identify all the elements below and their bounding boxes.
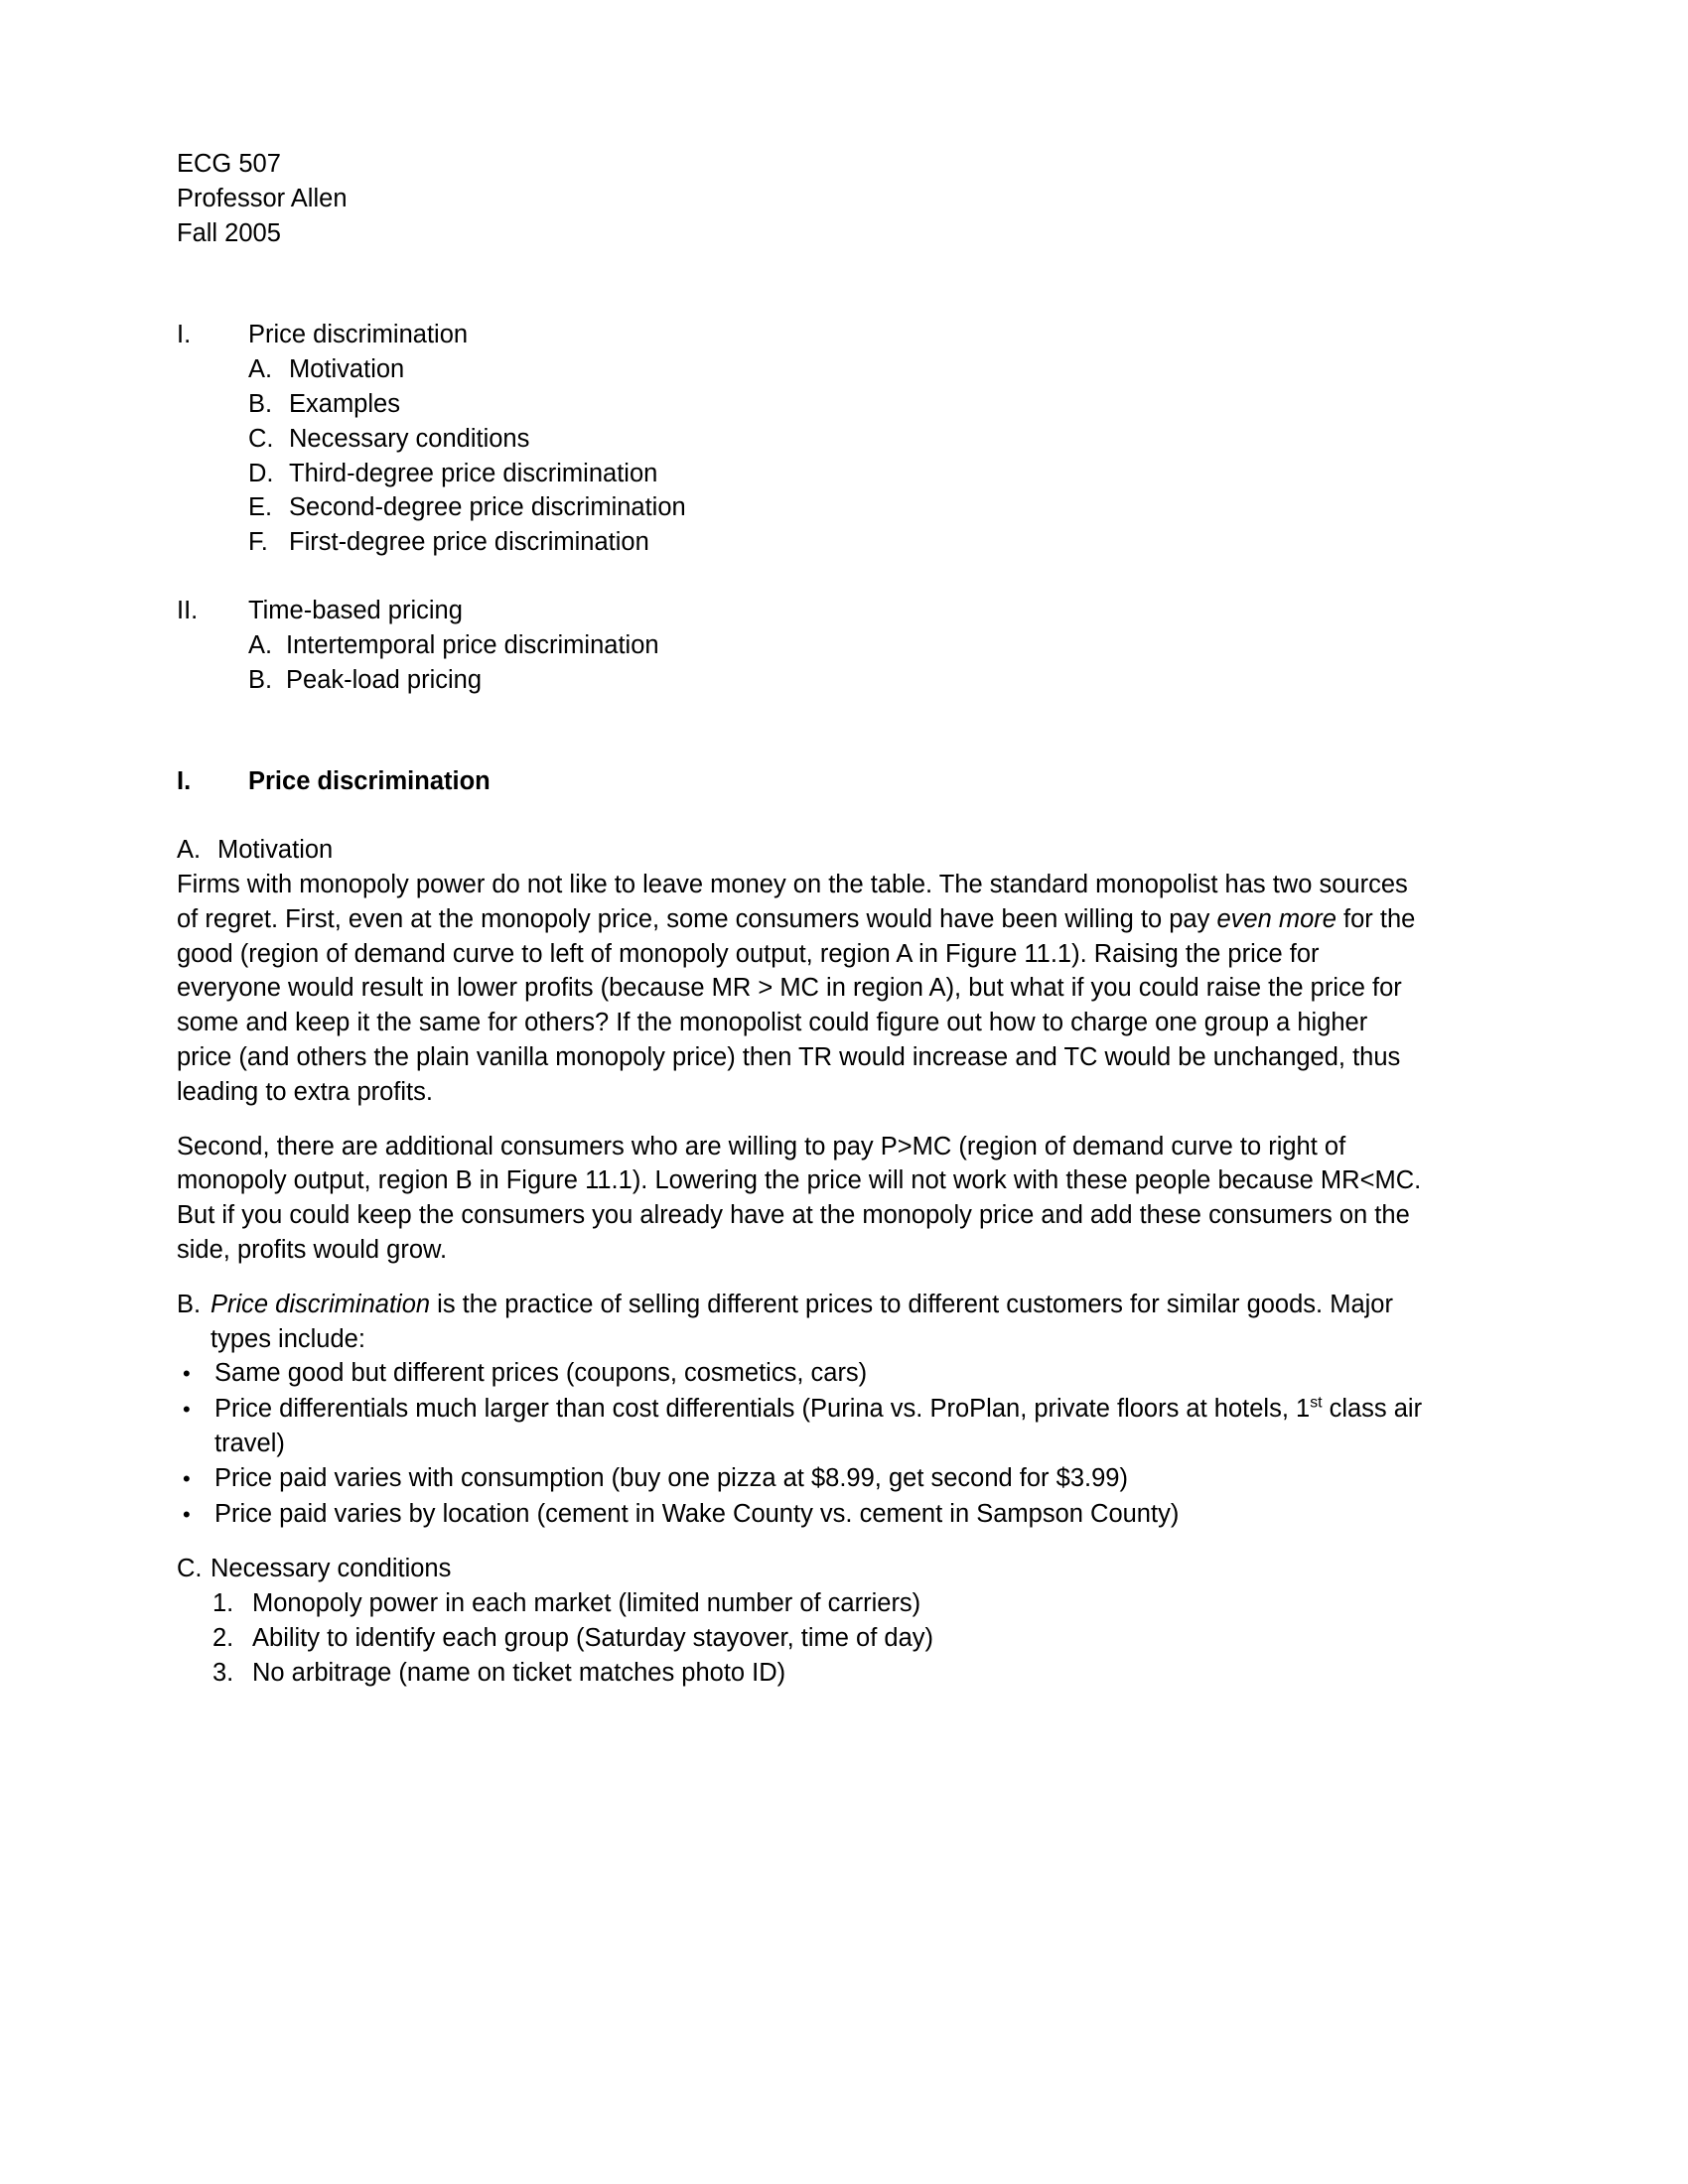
outline-item-i-e (177, 490, 1428, 525)
outline-item-ii-b (177, 663, 1428, 698)
motivation-p1-emphasis: even more (1216, 904, 1336, 933)
subsection-b-text (211, 1288, 1428, 1357)
subsection-a-motivation-heading (177, 833, 1428, 868)
spacer-between-outline-sections (177, 560, 1428, 594)
subsection-b-definition (177, 1288, 1428, 1357)
outline-text-i-d: Third-degree price discrimination (289, 459, 658, 487)
bullet-text-4: Price paid varies by location (cement in Wake County vs. cement in Sampson County) (214, 1499, 1180, 1528)
list-item (177, 1656, 1428, 1691)
motivation-p1-part1: Firms with monopoly power do not like to leave money on the table. The standard monopolist has two sources of regret. First, even at the monopoly price, some consumers would have been willing to pay (177, 870, 1408, 933)
list-item (177, 1497, 1428, 1533)
bullet-text-1: Same good but different prices (coupons, cosmetics, cars) (214, 1359, 868, 1388)
outline-item-i-a (177, 352, 1428, 387)
motivation-paragraph-2: Second, there are additional consumers who are willing to pay P>MC (region of demand curve to right of monopoly output, region B in Figure 11.1). Lowering the price will not work with these people because MR<MC. But if you could keep the consumers you already have at the monopoly price and add these consumers on the side, profits would grow. (177, 1132, 1422, 1264)
bullet-point-icon: • (183, 1465, 191, 1491)
spacer-after-section-heading (177, 799, 1428, 833)
ordinal-superscript: st (1310, 1394, 1323, 1412)
outline-text-i-e: Second-degree price discrimination (289, 493, 686, 522)
list-item (177, 1392, 1428, 1461)
outline-item-i-f (177, 525, 1428, 560)
outline-heading-ii (177, 594, 1428, 628)
outline-letter-i-d: D. (248, 459, 274, 487)
list-item (177, 1621, 1428, 1656)
outline-text-i-f: First-degree price discrimination (289, 528, 649, 557)
list-item (177, 1356, 1428, 1392)
list-number-3: 3. (212, 1658, 234, 1687)
document-body (177, 147, 1428, 1690)
outline-item-i-b (177, 387, 1428, 422)
outline-heading-i (177, 318, 1428, 352)
outline-text-i-b: Examples (289, 389, 400, 418)
document-header (177, 147, 1428, 250)
spacer-before-part-b (177, 1268, 1428, 1288)
bullet-point-icon: • (183, 1397, 191, 1423)
outline-letter-i-f: F. (248, 528, 268, 557)
list-item (177, 1461, 1428, 1497)
bullet-text-3: Price paid varies with consumption (buy one pizza at $8.99, get second for $3.99) (214, 1463, 1128, 1492)
list-number-2: 2. (212, 1623, 234, 1652)
subsection-c-necessary-conditions (177, 1552, 1428, 1586)
bullet-point-icon: • (183, 1501, 191, 1527)
outline-text-ii-a: Intertemporal price discrimination (286, 630, 659, 659)
outline-numeral-ii: II. (177, 596, 199, 624)
motivation-paragraph-1 (177, 868, 1428, 1110)
outline-item-ii-a (177, 628, 1428, 663)
outline-item-i-d (177, 457, 1428, 491)
list-item (177, 1586, 1428, 1621)
outline-letter-ii-a: A. (248, 630, 273, 659)
outline-text-ii-b: Peak-load pricing (286, 665, 483, 694)
outline-letter-i-b: B. (248, 389, 273, 418)
condition-text-3: No arbitrage (name on ticket matches photo ID) (252, 1658, 786, 1687)
bullet-2-pre: Price differentials much larger than cost differentials (Purina vs. ProPlan, private floors at hotels, 1 (214, 1395, 1311, 1424)
subsection-letter-a: A. (177, 836, 202, 865)
outline-text-i-c: Necessary conditions (289, 424, 530, 453)
spacer-before-part-c (177, 1532, 1428, 1552)
condition-text-1: Monopoly power in each market (limited number of carriers) (252, 1589, 921, 1618)
section-numeral: I. (177, 767, 192, 796)
outline-letter-i-c: C. (248, 424, 274, 453)
outline-numeral-i: I. (177, 321, 192, 349)
condition-text-2: Ability to identify each group (Saturday stayover, time of day) (252, 1623, 934, 1652)
instructor-name: Professor Allen (177, 184, 348, 212)
section-title: Price discrimination (248, 767, 491, 796)
term-label: Fall 2005 (177, 218, 281, 247)
outline-text-i-a: Motivation (289, 355, 405, 384)
price-discrimination-definition: is the practice of selling different prices to different customers for similar goods. Major types include: (211, 1290, 1393, 1353)
outline-letter-ii-b: B. (248, 665, 273, 694)
outline-section-ii (177, 594, 1428, 697)
spacer-between-motivation-paragraphs (177, 1110, 1428, 1130)
bullet-text-2 (214, 1392, 1428, 1461)
price-discrimination-term: Price discrimination (211, 1290, 431, 1318)
subsection-letter-b: B. (177, 1290, 202, 1318)
outline-item-i-c (177, 422, 1428, 457)
motivation-p1-part2: for the good (region of demand curve to left of monopoly output, region A in Figure 11.1). Raising the price for everyone would result in lower profits (because MR > MC in region A), but what if you could raise the price for some and keep it the same for others? If the monopolist could figure out how to charge one group a higher price (and others the plain vanilla monopoly price) then TR would increase and TC would be unchanged, thus leading to extra profits. (177, 904, 1416, 1106)
subsection-title-necessary-conditions: Necessary conditions (211, 1555, 452, 1583)
outline-letter-i-a: A. (248, 355, 273, 384)
bullet-2-post: class air travel) (214, 1395, 1423, 1457)
section-heading-price-discrimination (177, 764, 1428, 799)
outline-letter-i-e: E. (248, 493, 273, 522)
list-number-1: 1. (212, 1589, 234, 1618)
outline-title-i: Price discrimination (248, 321, 469, 349)
spacer-before-section-heading (177, 697, 1428, 764)
outline-section-i (177, 318, 1428, 560)
subsection-title-motivation: Motivation (217, 836, 334, 865)
subsection-letter-c: C. (177, 1555, 203, 1583)
spacer-after-header (177, 250, 1428, 318)
outline-title-ii: Time-based pricing (248, 596, 463, 624)
course-code: ECG 507 (177, 150, 281, 178)
bullet-point-icon: • (183, 1361, 191, 1387)
